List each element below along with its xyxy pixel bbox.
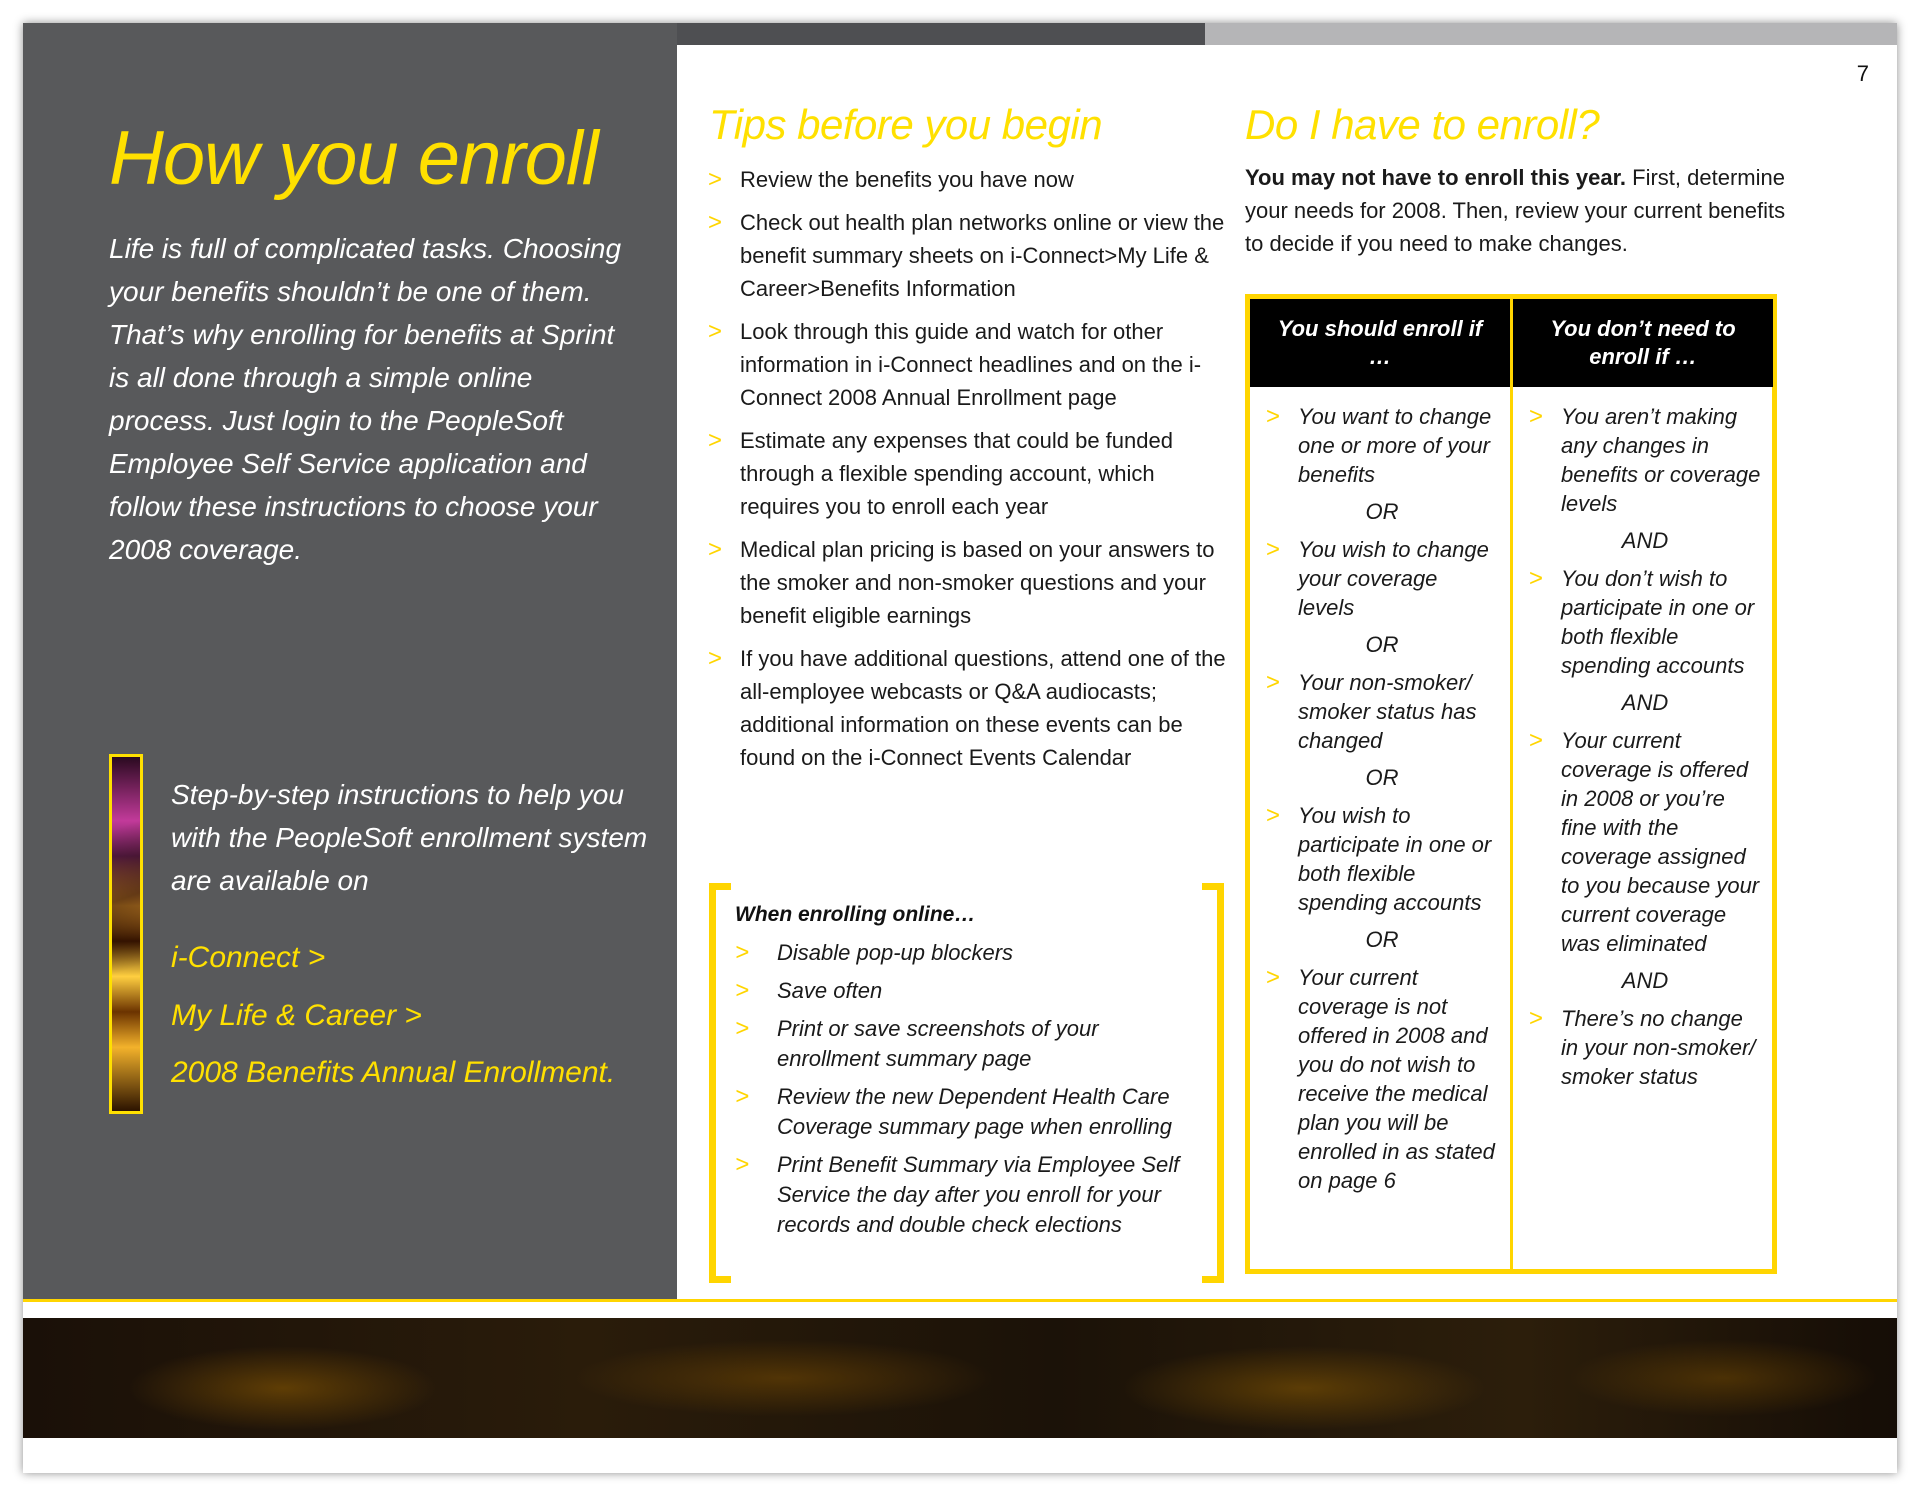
- condition-text: Your non-smoker/ smoker status has changed: [1298, 670, 1477, 753]
- arrow-icon: >: [735, 1015, 750, 1042]
- condition-item: [1529, 402, 1761, 518]
- conjunction: OR: [1365, 632, 1399, 657]
- condition-text: There’s no change in your non-smoker/ smoker status: [1561, 1006, 1756, 1089]
- conjunction: AND: [1621, 968, 1669, 993]
- should-enroll-column: [1250, 299, 1513, 1269]
- condition-item: [1529, 564, 1761, 680]
- enroll-title: Do I have to enroll?: [1245, 101, 1600, 148]
- online-tip-item: [735, 1150, 1195, 1240]
- brochure-page: [23, 23, 1897, 1473]
- tip-item: [708, 533, 1238, 632]
- condition-text: You want to change one or more of your benefits: [1298, 404, 1492, 487]
- arrow-icon: >: [735, 939, 750, 966]
- arrow-icon: >: [1529, 727, 1544, 754]
- enroll-intro: [1245, 161, 1805, 260]
- online-tip-text: Print or save screenshots of your enrollment summary page: [777, 1016, 1099, 1071]
- condition-item: [1529, 1004, 1761, 1091]
- arrow-icon: >: [735, 1083, 750, 1110]
- should-enroll-body: [1250, 387, 1510, 1195]
- arrow-icon: >: [1529, 1005, 1544, 1032]
- light-trail-photo: [109, 754, 143, 1114]
- arrow-icon: >: [708, 427, 723, 454]
- should-enroll-header: You should enroll if …: [1250, 299, 1510, 387]
- arrow-icon: >: [1266, 403, 1281, 430]
- condition-item: [1266, 801, 1498, 917]
- tip-item: [708, 315, 1238, 414]
- left-bracket: [709, 883, 731, 1283]
- conjunction: OR: [1365, 499, 1399, 524]
- dont-need-body: [1513, 387, 1773, 1091]
- arrow-icon: >: [1266, 802, 1281, 829]
- conjunction: AND: [1621, 690, 1669, 715]
- arrow-icon: >: [1266, 669, 1281, 696]
- arrow-icon: >: [735, 977, 750, 1004]
- arrow-icon: >: [708, 536, 723, 563]
- enroll-intro-rest: First, determine your needs for 2008. Then, review your current benefits to decide if you need to make changes.: [1245, 165, 1786, 256]
- enroll-decision-table: [1245, 294, 1777, 1274]
- condition-text: Your current coverage is not offered in 2008 and you do not wish to receive the medical plan you will be enrolled in as stated on page 6: [1298, 965, 1495, 1193]
- conjunction: AND: [1621, 528, 1669, 553]
- right-bracket: [1202, 883, 1224, 1283]
- arrow-icon: >: [708, 318, 723, 345]
- condition-item: [1529, 726, 1761, 958]
- tips-title: Tips before you begin: [709, 101, 1103, 148]
- condition-text: You don’t wish to participate in one or both flexible spending accounts: [1561, 566, 1755, 678]
- tip-text: Check out health plan networks online or view the benefit summary sheets on i-Connect>My Life & Career>Benefits Information: [740, 210, 1225, 301]
- conjunction: OR: [1365, 927, 1399, 952]
- tip-text: If you have additional questions, attend one of the all-employee webcasts or Q&A audiocasts; additional information on these events can be found on the i-Connect Events Calendar: [740, 646, 1226, 770]
- tips-list: [708, 163, 1238, 784]
- online-tip-item: [735, 976, 1195, 1006]
- dont-need-column: [1513, 299, 1773, 1269]
- arrow-icon: >: [1266, 536, 1281, 563]
- condition-text: Your current coverage is offered in 2008 or you’re fine with the coverage assigned to you because your current coverage was eliminated: [1561, 728, 1760, 956]
- footer-divider: [23, 1299, 1897, 1302]
- condition-item: [1266, 402, 1498, 489]
- condition-item: [1266, 668, 1498, 755]
- condition-text: You wish to change your coverage levels: [1298, 537, 1489, 620]
- tip-item: [708, 163, 1238, 196]
- tip-item: [708, 206, 1238, 305]
- tip-text: Review the benefits you have now: [740, 167, 1074, 192]
- intro-paragraph: Life is full of complicated tasks. Choosing your benefits shouldn’t be one of them. That’s why enrolling for benefits at Sprint is all done through a simple online process. Just login to the PeopleSoft Employee Self Service application and follow these instructions to choose your 2008 coverage.: [109, 233, 622, 565]
- page-title: How you enroll: [109, 116, 598, 201]
- link-i-connect: i-Connect >: [171, 941, 326, 974]
- link-my-life-career: My Life & Career >: [171, 999, 422, 1032]
- condition-text: You aren’t making any changes in benefits or coverage levels: [1561, 404, 1761, 516]
- online-tip-text: Print Benefit Summary via Employee Self Service the day after you enroll for your records and double check elections: [777, 1152, 1180, 1237]
- tip-text: Look through this guide and watch for other information in i-Connect headlines and on the i-Connect 2008 Annual Enrollment page: [740, 319, 1202, 410]
- arrow-icon: >: [708, 209, 723, 236]
- tip-item: [708, 424, 1238, 523]
- online-tips-box: [709, 883, 1224, 1283]
- enroll-intro-bold: You may not have to enroll this year.: [1245, 165, 1627, 190]
- footer-light-trails-image: [23, 1318, 1897, 1438]
- condition-text: You wish to participate in one or both flexible spending accounts: [1298, 803, 1492, 915]
- condition-item: [1266, 535, 1498, 622]
- online-tip-item: [735, 938, 1195, 968]
- arrow-icon: >: [708, 645, 723, 672]
- online-tip-text: Disable pop-up blockers: [777, 940, 1014, 965]
- online-tips-list: [735, 938, 1195, 1248]
- arrow-icon: >: [1266, 964, 1281, 991]
- online-tip-item: [735, 1014, 1195, 1074]
- conjunction: OR: [1365, 765, 1399, 790]
- condition-item: [1266, 963, 1498, 1195]
- arrow-icon: >: [708, 166, 723, 193]
- steps-text: Step-by-step instructions to help you with the PeopleSoft enrollment system are available on: [171, 779, 648, 896]
- link-annual-enrollment: 2008 Benefits Annual Enrollment.: [171, 1056, 616, 1089]
- online-tip-text: Save often: [777, 978, 883, 1003]
- online-tip-item: [735, 1082, 1195, 1142]
- page-number: 7: [1856, 61, 1869, 86]
- arrow-icon: >: [1529, 565, 1544, 592]
- tip-text: Estimate any expenses that could be funded through a flexible spending account, which requires you to enroll each year: [740, 428, 1173, 519]
- online-tip-text: Review the new Dependent Health Care Coverage summary page when enrolling: [777, 1084, 1172, 1139]
- dont-need-header: You don’t need to enroll if …: [1513, 299, 1773, 387]
- tip-item: [708, 642, 1238, 774]
- tip-text: Medical plan pricing is based on your answers to the smoker and non-smoker questions and your benefit eligible earnings: [740, 537, 1215, 628]
- top-bar-light: [1205, 23, 1897, 45]
- arrow-icon: >: [1529, 403, 1544, 430]
- arrow-icon: >: [735, 1151, 750, 1178]
- online-box-heading: When enrolling online…: [735, 903, 976, 926]
